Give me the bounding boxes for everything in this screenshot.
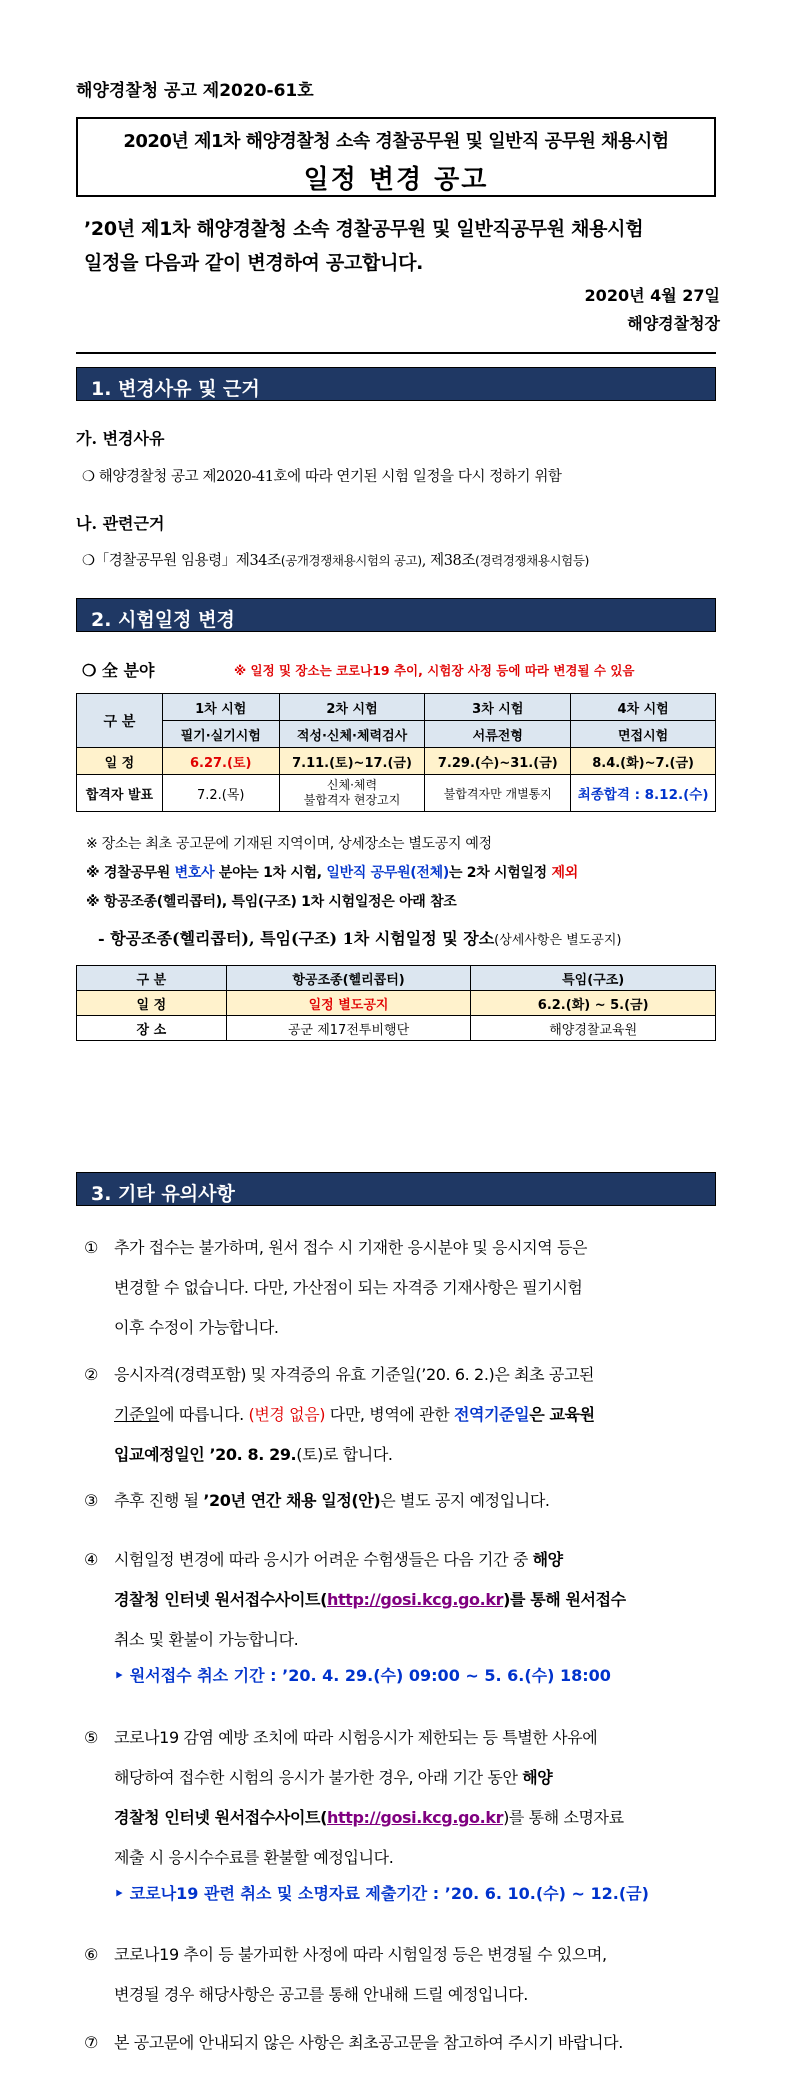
- result-1: 7.2.(목): [162, 775, 279, 812]
- item4-l1a: 시험일정 변경에 따라 응시가 어려운 수험생들은 다음 기간 중: [114, 1550, 533, 1569]
- field-note: ※ 일정 및 장소는 코로나19 추이, 시험장 사정 등에 따라 변경될 수 있음: [234, 663, 635, 678]
- heli-place2: 해양경찰교육원: [471, 1016, 716, 1041]
- notice-item-1: [84, 1228, 726, 1348]
- item3-c: 은 별도 공지 예정입니다.: [380, 1491, 550, 1510]
- round-3: 3차 시험: [425, 694, 571, 721]
- heli-place1: 공군 제17전투비행단: [226, 1016, 471, 1041]
- item4-l2b-bold: )를 통해 원서접수: [503, 1590, 626, 1609]
- reason-bullet: ❍ 해양경찰청 공고 제2020-41호에 따라 연기된 시험 일정을 다시 정하기 위함: [82, 469, 562, 485]
- item2-l2f: 은 교육원: [529, 1405, 595, 1424]
- item4-num: ④: [84, 1550, 98, 1569]
- item4-line1: [114, 1540, 726, 1580]
- notice-number: 해양경찰청 공고 제2020-61호: [76, 81, 314, 101]
- basis-p2: (경력경쟁채용시험등): [474, 553, 590, 568]
- item4-bullet: ‣ 원서접수 취소 기간 : ’20. 4. 29.(수) 09:00 ~ 5. 6.(수) 18:00: [114, 1666, 611, 1685]
- intro-line1: ’20년 제1차 해양경찰청 소속 경찰공무원 및 일반직공무원 채용시험: [84, 218, 644, 240]
- basis-law: ❍「경찰공무원 임용령」제34조: [82, 553, 281, 569]
- result-3: 불합격자만 개별통지: [425, 775, 571, 812]
- note2-e: 는 2차 시험일정: [448, 865, 552, 881]
- section1-heading: 1. 변경사유 및 근거: [76, 367, 716, 401]
- item3-num: ③: [84, 1491, 98, 1510]
- round-4: 4차 시험: [571, 694, 716, 721]
- notice-item-5: [84, 1718, 726, 1878]
- section3-heading: 3. 기타 유의사항: [76, 1172, 716, 1206]
- item2-l2c: (변경 없음): [248, 1405, 326, 1424]
- notice-date: 2020년 4월 27일: [584, 286, 720, 305]
- item2-l2a: 기준일: [114, 1405, 160, 1424]
- heli-table: [76, 965, 716, 1041]
- item5-line1: 코로나19 감염 예방 조치에 따라 시험응시가 제한되는 등 특별한 사유에: [114, 1728, 598, 1747]
- item1-line2: 변경할 수 없습니다. 다만, 가산점이 되는 자격증 기재사항은 필기시험: [114, 1278, 583, 1297]
- heli-date2: 6.2.(화) ~ 5.(금): [471, 991, 716, 1016]
- item6-line1: 코로나19 추이 등 불가피한 사정에 따라 시험일정 등은 변경될 수 있으며,: [114, 1945, 607, 1964]
- heli-place-label: 장 소: [77, 1016, 227, 1041]
- note-heli: ※ 항공조종(헬리콥터), 특임(구조) 1차 시험일정은 아래 참조: [86, 894, 457, 910]
- note2-a: ※ 경찰공무원: [86, 865, 175, 881]
- item4-link[interactable]: http://gosi.kcg.go.kr: [326, 1590, 504, 1609]
- sub-heading-basis: [76, 511, 164, 534]
- intro-text: [84, 212, 724, 280]
- item2-l2e: 전역기준일: [453, 1405, 530, 1424]
- heli-col1: 항공조종(헬리콥터): [226, 966, 471, 991]
- item5-line4: 제출 시 응시수수료를 환불할 예정입니다.: [114, 1848, 394, 1867]
- kind-4: 면접시험: [571, 721, 716, 748]
- item6-line2: 변경될 경우 해당사항은 공고를 통해 안내해 드릴 예정입니다.: [114, 1985, 528, 2004]
- divider: [76, 352, 716, 354]
- title-line1: 2020년 제1차 해양경찰청 소속 경찰공무원 및 일반직 공무원 채용시험: [123, 131, 669, 152]
- note2-b: 변호사: [174, 865, 215, 881]
- item1-line1: 추가 접수는 불가하며, 원서 접수 시 기재한 응시분야 및 응시지역 등은: [114, 1238, 588, 1257]
- item2-line1: 응시자격(경력포함) 및 자격증의 유효 기준일(’20. 6. 2.)은 최초 공고된: [114, 1365, 595, 1384]
- title-line2: 일정 변경 공고: [303, 165, 489, 195]
- item5-l2b: 해양: [522, 1768, 553, 1787]
- note-exclusion: [86, 862, 578, 882]
- item4-line2: [114, 1580, 726, 1620]
- date-label: 일 정: [77, 748, 163, 775]
- kind-3: 서류전형: [425, 721, 571, 748]
- round-1: 1차 시험: [162, 694, 279, 721]
- item1-num: ①: [84, 1238, 98, 1257]
- heli-title: [98, 926, 621, 949]
- heli-col2: 특임(구조): [471, 966, 716, 991]
- date-1: 6.27.(토): [162, 748, 279, 775]
- heli-title-text: - 항공조종(헬리콥터), 특임(구조) 1차 시험일정 및 장소: [98, 929, 495, 948]
- basis-bullet: [82, 549, 589, 570]
- item3-a: 추후 진행 될: [114, 1491, 204, 1510]
- issuer: 해양경찰청장: [627, 314, 720, 333]
- notice-item-7: [84, 2023, 726, 2063]
- basis-mid: , 제38조: [421, 553, 475, 569]
- result-label: 합격자 발표: [77, 775, 163, 812]
- date-3: 7.29.(수)~31.(금): [425, 748, 571, 775]
- item3-b: ’20년 연간 채용 일정(안): [203, 1491, 381, 1510]
- item5-num: ⑤: [84, 1728, 98, 1747]
- result-2-line1: 신체·체력: [326, 778, 378, 792]
- result-4: 최종합격 : 8.12.(수): [571, 775, 716, 812]
- note2-f: 제외: [551, 865, 578, 881]
- item7-line1: 본 공고문에 안내되지 않은 사항은 최초공고문을 참고하여 주시기 바랍니다.: [114, 2033, 623, 2052]
- item5-link[interactable]: http://gosi.kcg.go.kr: [326, 1808, 504, 1827]
- basis-p1: (공개경쟁채용시험의 공고): [280, 553, 422, 568]
- item2-l2b: 에 따릅니다.: [159, 1405, 249, 1424]
- item5-l3a: 경찰청 인터넷 원서접수사이트(: [114, 1808, 327, 1827]
- item5-bullet: ‣ 코로나19 관련 취소 및 소명자료 제출기간 : ’20. 6. 10.(수) ~ 12.(금): [114, 1884, 649, 1903]
- note2-d: 일반직 공무원(전체): [326, 865, 449, 881]
- date-2: 7.11.(토)~17.(금): [279, 748, 425, 775]
- item2-line3: [114, 1435, 726, 1475]
- item2-l2d: 다만, 병역에 관한: [325, 1405, 454, 1424]
- sub-heading-reason: 가. 변경사유: [76, 429, 165, 448]
- item1-line3: 이후 수정이 가능합니다.: [114, 1318, 279, 1337]
- item2-line2: [114, 1395, 726, 1435]
- note-place: ※ 장소는 최초 공고문에 기재된 지역이며, 상세장소는 별도공지 예정: [86, 836, 492, 852]
- table-header-label: 구 분: [77, 694, 163, 748]
- heli-title-small: (상세사항은 별도공지): [494, 933, 622, 948]
- notice-item-2: [84, 1355, 726, 1475]
- result-2-line2: 불합격자 현장고지: [303, 793, 401, 807]
- item4-line3: 취소 및 환불이 가능합니다.: [114, 1630, 299, 1649]
- notice-item-6: [84, 1935, 726, 2015]
- item7-num: ⑦: [84, 2033, 98, 2052]
- title-box: [76, 117, 716, 197]
- item5-l2a: 해당하여 접수한 시험의 응시가 불가한 경우, 아래 기간 동안: [114, 1768, 523, 1787]
- item5-line3: [114, 1798, 726, 1838]
- section2-heading: 2. 시험일정 변경: [76, 598, 716, 632]
- intro-line2: 일정을 다음과 같이 변경하여 공고합니다.: [84, 252, 424, 274]
- kind-2: 적성·신체·체력검사: [279, 721, 425, 748]
- notice-item-4: [84, 1540, 726, 1660]
- note2-c: 분야는 1차 시험,: [214, 865, 327, 881]
- item4-l2a: 경찰청 인터넷 원서접수사이트(: [114, 1590, 327, 1609]
- heli-date-label: 일 정: [77, 991, 227, 1016]
- schedule-table: [76, 693, 716, 812]
- result-2: [279, 775, 425, 812]
- item2-l3b: (토)로 합니다.: [296, 1445, 393, 1464]
- heli-date1: 일정 별도공지: [226, 991, 471, 1016]
- item5-line2: [114, 1758, 726, 1798]
- kind-1: 필기·실기시험: [162, 721, 279, 748]
- item3-line1: [114, 1481, 726, 1521]
- notice-item-3: [84, 1481, 726, 1521]
- item5-l3b: )를 통해 소명자료: [503, 1808, 624, 1827]
- item2-l3a: 입교예정일인 ’20. 8. 29.: [114, 1445, 297, 1464]
- item4-l1b: 해양: [532, 1550, 563, 1569]
- item6-num: ⑥: [84, 1945, 98, 1964]
- heli-header-label: 구 분: [77, 966, 227, 991]
- item2-num: ②: [84, 1365, 98, 1384]
- field-label: ❍ 全 분야: [82, 661, 155, 680]
- round-2: 2차 시험: [279, 694, 425, 721]
- date-4: 8.4.(화)~7.(금): [571, 748, 716, 775]
- sub-heading-basis-text: 나. 관련근거: [76, 514, 165, 533]
